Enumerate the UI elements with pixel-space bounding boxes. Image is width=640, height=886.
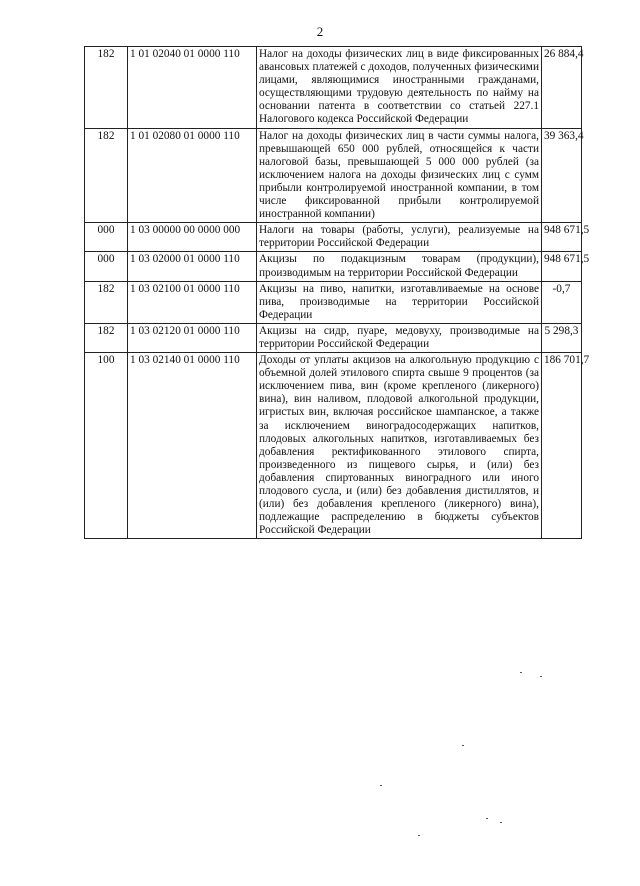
revenue-name-cell: Налог на доходы физических лиц в части суммы налога, превышающей 650 000 рублей, относящейся к части налоговой базы, превышающей 5 000 000 рублей (за исключением налога на доходы физических лиц с сумм прибыли контролируемой иностранной компании, в том числе фиксированной прибыли контролируемой иностранной компании) xyxy=(257,128,542,223)
scan-speck xyxy=(520,672,522,673)
admin-code-cell: 182 xyxy=(85,47,128,129)
page-number: 2 xyxy=(316,24,324,39)
revenue-name-cell: Налог на доходы физических лиц в виде фиксированных авансовых платежей с доходов, полученных физическими лицами, являющимися иностранными гражданами, осуществляющими трудовую деятельность по найму на основании патента в соответствии со статьей 227.1 Налогового кодекса Российской Федерации xyxy=(257,47,542,129)
amount-cell: 39 363,4 xyxy=(542,128,582,223)
budget-classification-code-cell: 1 03 02140 01 0000 110 xyxy=(128,353,257,539)
scan-speck xyxy=(418,835,420,836)
scan-speck xyxy=(486,818,488,819)
revenue-name-cell: Акцизы на пиво, напитки, изготавливаемые на основе пива, производимые на территории Российской Федерации xyxy=(257,281,542,323)
table-row xyxy=(85,353,582,539)
amount-cell: 5 298,3 xyxy=(542,323,582,352)
revenue-name-cell: Налоги на товары (работы, услуги), реализуемые на территории Российской Федерации xyxy=(257,223,542,252)
budget-classification-code-cell: 1 03 02000 01 0000 110 xyxy=(128,252,257,281)
scan-speck xyxy=(462,745,464,746)
revenue-table-body xyxy=(85,47,590,539)
scan-speck xyxy=(380,785,382,786)
admin-code-cell: 182 xyxy=(85,128,128,223)
budget-classification-code-cell: 1 03 02120 01 0000 110 xyxy=(128,323,257,352)
revenue-name-cell: Акцизы на сидр, пуаре, медовуху, производимые на территории Российской Федерации xyxy=(257,323,542,352)
budget-classification-code-cell: 1 01 02040 01 0000 110 xyxy=(128,47,257,129)
amount-cell: 186 701,7 xyxy=(542,353,582,539)
table-row xyxy=(85,281,582,323)
scan-speck xyxy=(540,676,542,677)
table-row xyxy=(85,323,582,352)
budget-classification-code-cell: 1 03 02100 01 0000 110 xyxy=(128,281,257,323)
amount-cell: 948 671,5 xyxy=(542,223,582,252)
admin-code-cell: 182 xyxy=(85,281,128,323)
amount-cell: 948 671,5 xyxy=(542,252,582,281)
revenue-table xyxy=(84,46,590,539)
table-row xyxy=(85,128,582,223)
admin-code-cell: 182 xyxy=(85,323,128,352)
scan-speck xyxy=(500,822,502,823)
amount-cell: -0,7 xyxy=(542,281,582,323)
table-row xyxy=(85,252,582,281)
admin-code-cell: 100 xyxy=(85,353,128,539)
amount-cell: 26 884,4 xyxy=(542,47,582,129)
budget-classification-code-cell: 1 01 02080 01 0000 110 xyxy=(128,128,257,223)
table-row xyxy=(85,47,582,129)
revenue-name-cell: Доходы от уплаты акцизов на алкогольную продукцию с объемной долей этилового спирта свыше 9 процентов (за исключением пива, вин (кроме крепленого (ликерного) вина), вин наливом, плодовой алкогольной продукции, игристых вин, включая российское шампанское, а также за исключением виноградосодержащих напитков, плодовых алкогольных напитков, изготавливаемых без добавления ректификованного этилового спирта, произведенного из пищевого сырья, и (или) без добавления спиртованных виноградного или иного плодового сусла, и (или) без добавления дистиллятов, и (или) без добавления крепленого (ликерного) вина), подлежащие распределению в бюджеты субъектов Российской Федерации xyxy=(257,353,542,539)
revenue-name-cell: Акцизы по подакцизным товарам (продукции), производимым на территории Российской Федерации xyxy=(257,252,542,281)
admin-code-cell: 000 xyxy=(85,223,128,252)
table-row xyxy=(85,223,582,252)
admin-code-cell: 000 xyxy=(85,252,128,281)
budget-classification-code-cell: 1 03 00000 00 0000 000 xyxy=(128,223,257,252)
